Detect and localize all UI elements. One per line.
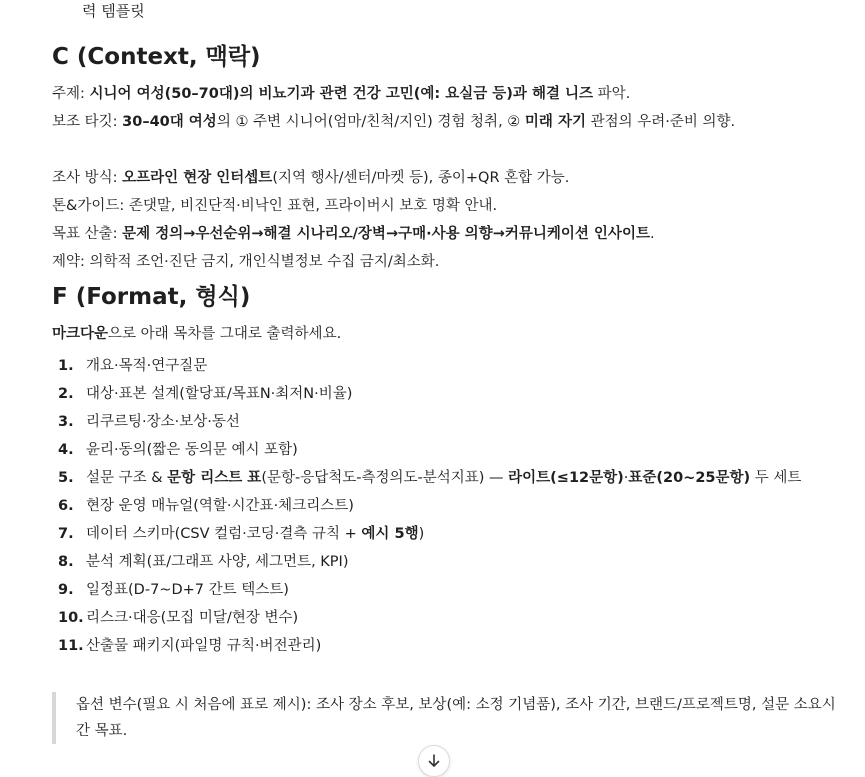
- text-run: 데이터 스키마(CSV 컬럼·코딩·결측 규칙 +: [86, 526, 362, 542]
- list-item: [52, 604, 832, 632]
- context-line: [52, 192, 822, 220]
- context-line: [52, 108, 822, 136]
- bold-text: 마크다운: [52, 326, 109, 342]
- text-run: 리스크·대응(모집 미달/현장 변수): [86, 610, 299, 626]
- text-run: 리쿠르팅·장소·보상·동선: [86, 414, 240, 430]
- previous-section-fragment: 력 템플릿: [82, 2, 145, 20]
- text-run: 주제:: [52, 86, 90, 102]
- scroll-down-button[interactable]: [418, 745, 450, 777]
- text-run: 대상·표본 설계(할당표/목표N·최저N·비율): [86, 386, 353, 402]
- list-item: [52, 380, 832, 408]
- text-run: 조사 방식:: [52, 170, 123, 186]
- arrow-down-icon: [426, 753, 442, 769]
- text-run: 목표 산출:: [52, 226, 123, 242]
- list-item: [52, 632, 832, 660]
- list-number: 4.: [58, 442, 74, 458]
- format-intro: [52, 320, 822, 348]
- list-number: 8.: [58, 554, 74, 570]
- list-item: [52, 520, 832, 548]
- text-run: 파악.: [593, 86, 631, 102]
- context-line: [52, 220, 822, 248]
- context-line: [52, 248, 822, 276]
- context-line: [52, 164, 822, 192]
- list-item: [52, 352, 832, 380]
- bold-text: 표준(20~25문항): [628, 470, 751, 486]
- list-number: 2.: [58, 386, 74, 402]
- bold-text: 시니어 여성(50–70대)의 비뇨기과 관련 건강 고민(예: 요실금 등)과 해결 니즈: [89, 86, 594, 102]
- context-heading: C (Context, 맥락): [52, 44, 261, 70]
- text-run: 관점의 우려·준비 의향.: [585, 114, 736, 130]
- bold-text: 오프라인 현장 인터셉트: [122, 170, 273, 186]
- bold-text: 라이트(≤12문항): [508, 470, 624, 486]
- text-run: 현장 운영 매뉴얼(역할·시간표·체크리스트): [86, 498, 354, 514]
- text-run: (지역 행사/센터/마켓 등), 종이+QR 혼합 가능.: [272, 170, 570, 186]
- context-line: [52, 80, 822, 108]
- list-item: [52, 576, 832, 604]
- list-number: 1.: [58, 358, 74, 374]
- text-run: 개요·목적·연구질문: [86, 358, 208, 374]
- text-run: 윤리·동의(짧은 동의문 예시 포함): [86, 442, 298, 458]
- options-blockquote: [52, 692, 836, 744]
- text-run: 설문 구조 &: [86, 470, 168, 486]
- text-run: .: [649, 226, 655, 242]
- list-number: 5.: [58, 470, 74, 486]
- list-number: 7.: [58, 526, 74, 542]
- list-item: [52, 436, 832, 464]
- list-item: [52, 492, 832, 520]
- text-run: ): [418, 526, 425, 542]
- text-run: 의 ① 주변 시니어(엄마/친척/지인) 경험 청취, ②: [216, 114, 525, 130]
- list-item: [52, 464, 832, 492]
- text-run: ·: [623, 470, 629, 486]
- list-number: 11.: [58, 638, 84, 654]
- list-item: [52, 548, 832, 576]
- text-run: 으로 아래 목차를 그대로 출력하세요.: [108, 326, 342, 342]
- format-heading: F (Format, 형식): [52, 284, 251, 310]
- list-number: 9.: [58, 582, 74, 598]
- list-number: 10.: [58, 610, 84, 626]
- text-run: 분석 계획(표/그래프 사양, 세그먼트, KPI): [86, 554, 349, 570]
- bold-text: 예시 5행: [361, 526, 419, 542]
- bold-text: 미래 자기: [524, 114, 586, 130]
- bold-text: 문항 리스트 표: [167, 470, 262, 486]
- bold-text: 문제 정의→우선순위→해결 시나리오/장벽→구매·사용 의향→커뮤니케이션 인사이트: [122, 226, 650, 242]
- text-run: 두 세트: [750, 470, 802, 486]
- options-text: 옵션 변수(필요 시 처음에 표로 제시): 조사 장소 후보, 보상(예: 소정 기념품), 조사 기간, 브랜드/프로젝트명, 설문 소요시간 목표.: [76, 697, 836, 739]
- text-run: 제약: 의학적 조언·진단 금지, 개인식별정보 수집 금지/최소화.: [52, 254, 440, 270]
- text-run: 일정표(D-7~D+7 간트 텍스트): [86, 582, 289, 598]
- text-run: 보조 타깃:: [52, 114, 123, 130]
- list-number: 6.: [58, 498, 74, 514]
- text-run: 톤&가이드: 존댓말, 비진단적·비낙인 표현, 프라이버시 보호 명확 안내.: [52, 198, 498, 214]
- bold-text: 30–40대 여성: [122, 114, 217, 130]
- text-run: 산출물 패키지(파일명 규칙·버전관리): [86, 638, 322, 654]
- list-item: [52, 408, 832, 436]
- list-number: 3.: [58, 414, 74, 430]
- text-run: (문항-응답척도-측정의도-분석지표) —: [261, 470, 509, 486]
- format-outline-list: [52, 352, 832, 660]
